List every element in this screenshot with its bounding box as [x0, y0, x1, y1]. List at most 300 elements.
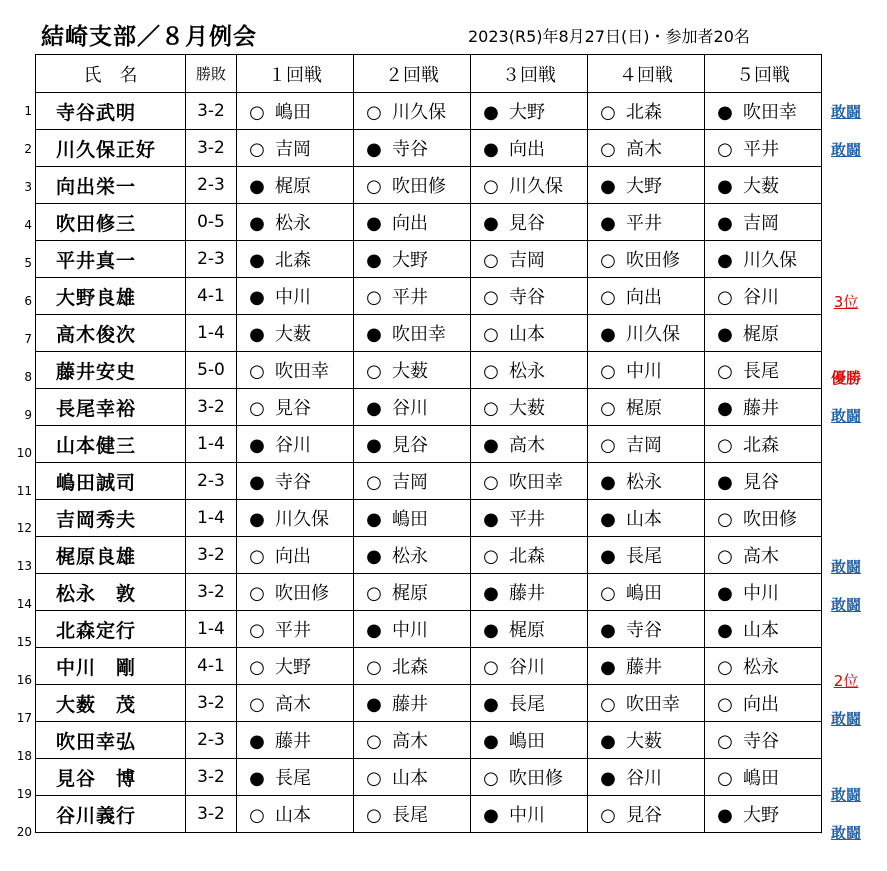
result-mark-icon: ○ [366, 657, 382, 678]
result-mark-icon: ● [600, 546, 616, 567]
opponent-name: 吹田幸 [509, 472, 563, 493]
opponent-name: 平井 [392, 287, 428, 308]
opponent-name: 松永 [626, 472, 662, 493]
round-result-1 [237, 426, 354, 463]
win-loss: 2-3 [186, 722, 237, 759]
result-mark-icon: ● [249, 509, 265, 530]
player-name: 谷川義行 [36, 796, 186, 833]
player-name: 梶原良雄 [36, 537, 186, 574]
opponent-name: 中川 [743, 583, 779, 604]
opponent-name: 梶原 [743, 324, 779, 345]
row-number: 1 [24, 104, 32, 118]
table-row [36, 796, 822, 833]
opponent-name: 長尾 [509, 694, 545, 715]
result-mark-icon: ● [366, 324, 382, 345]
opponent-name: 寺谷 [392, 139, 428, 160]
result-mark-icon: ● [483, 435, 499, 456]
row-number: 17 [16, 711, 32, 726]
result-mark-icon: ● [600, 620, 616, 641]
opponent-name: 長尾 [743, 361, 779, 382]
row-number: 12 [16, 521, 32, 536]
result-mark-icon: ○ [600, 805, 616, 826]
player-name: 吹田幸弘 [36, 722, 186, 759]
player-name: 大薮 茂 [36, 685, 186, 722]
opponent-name: 平井 [275, 620, 311, 641]
win-loss: 3-2 [186, 574, 237, 611]
opponent-name: 吉岡 [392, 472, 428, 493]
result-mark-icon: ○ [717, 139, 733, 160]
result-mark-icon: ● [483, 139, 499, 160]
opponent-name: 山本 [275, 805, 311, 826]
result-mark-icon: ● [600, 472, 616, 493]
result-mark-icon: ○ [717, 657, 733, 678]
result-mark-icon: ○ [483, 361, 499, 382]
result-mark-icon: ○ [366, 768, 382, 789]
round-result-1 [237, 352, 354, 389]
result-mark-icon: ● [249, 287, 265, 308]
table-row [36, 130, 822, 167]
round-result-4 [588, 426, 705, 463]
opponent-name: 吉岡 [626, 435, 662, 456]
win-loss: 3-2 [186, 130, 237, 167]
table-row [36, 574, 822, 611]
round-result-5 [705, 648, 822, 685]
row-number: 3 [24, 179, 32, 194]
row-number: 4 [24, 217, 32, 232]
win-loss: 3-2 [186, 537, 237, 574]
round-result-5 [705, 796, 822, 833]
opponent-name: 見谷 [743, 472, 779, 493]
result-mark-icon: ○ [249, 657, 265, 678]
row-number: 13 [16, 559, 32, 574]
opponent-name: 長尾 [275, 768, 311, 789]
opponent-name: 嶋田 [626, 583, 662, 604]
round-result-3 [471, 315, 588, 352]
result-mark-icon: ○ [249, 620, 265, 641]
round-result-5 [705, 426, 822, 463]
row-number: 2 [24, 141, 32, 156]
opponent-name: 長尾 [626, 546, 662, 567]
result-mark-icon: ○ [366, 731, 382, 752]
result-mark-icon: ● [366, 435, 382, 456]
award-note: 3位 [833, 292, 859, 311]
result-mark-icon: ○ [249, 805, 265, 826]
round-result-2 [354, 130, 471, 167]
round-result-1 [237, 130, 354, 167]
round-result-3 [471, 278, 588, 315]
round-result-2 [354, 722, 471, 759]
round-result-2 [354, 426, 471, 463]
round-result-1 [237, 537, 354, 574]
opponent-name: 向出 [509, 139, 545, 160]
opponent-name: 梶原 [275, 176, 311, 197]
round-result-1 [237, 204, 354, 241]
round-result-4 [588, 167, 705, 204]
opponent-name: 川久保 [626, 324, 680, 345]
round-result-4 [588, 389, 705, 426]
award-note: 優勝 [830, 368, 861, 387]
player-name: 平井真一 [36, 241, 186, 278]
round-result-1 [237, 722, 354, 759]
row-number: 7 [24, 331, 32, 346]
result-mark-icon: ● [483, 620, 499, 641]
opponent-name: 藤井 [743, 398, 779, 419]
result-mark-icon: ● [600, 324, 616, 345]
row-number: 19 [16, 787, 32, 802]
win-loss: 4-1 [186, 278, 237, 315]
round-result-3 [471, 796, 588, 833]
result-mark-icon: ○ [366, 287, 382, 308]
opponent-name: 向出 [392, 213, 428, 234]
result-mark-icon: ○ [600, 102, 616, 123]
round-result-2 [354, 278, 471, 315]
round-result-2 [354, 537, 471, 574]
win-loss: 1-4 [186, 500, 237, 537]
opponent-name: 藤井 [392, 694, 428, 715]
opponent-name: 松永 [275, 213, 311, 234]
row-number: 11 [16, 483, 32, 498]
opponent-name: 大野 [743, 805, 779, 826]
win-loss: 3-2 [186, 796, 237, 833]
opponent-name: 山本 [743, 620, 779, 641]
opponent-name: 寺谷 [743, 731, 779, 752]
opponent-name: 藤井 [275, 731, 311, 752]
table-row [36, 759, 822, 796]
opponent-name: 吉岡 [509, 250, 545, 271]
result-mark-icon: ○ [600, 583, 616, 604]
result-mark-icon: ● [249, 435, 265, 456]
result-mark-icon: ○ [366, 583, 382, 604]
result-mark-icon: ● [483, 213, 499, 234]
player-name: 寺谷武明 [36, 93, 186, 130]
opponent-name: 高木 [743, 546, 779, 567]
round-result-3 [471, 685, 588, 722]
result-mark-icon: ○ [366, 361, 382, 382]
result-mark-icon: ● [483, 731, 499, 752]
round-result-3 [471, 463, 588, 500]
round-result-4 [588, 500, 705, 537]
round-result-2 [354, 611, 471, 648]
opponent-name: 藤井 [509, 583, 545, 604]
result-mark-icon: ○ [717, 509, 733, 530]
opponent-name: 北森 [392, 657, 428, 678]
result-mark-icon: ○ [600, 398, 616, 419]
result-mark-icon: ○ [483, 546, 499, 567]
result-mark-icon: ○ [717, 546, 733, 567]
round-result-5 [705, 759, 822, 796]
win-loss: 2-3 [186, 167, 237, 204]
row-number: 18 [16, 749, 32, 764]
header-score: 勝敗 [186, 55, 237, 93]
opponent-name: 高木 [626, 139, 662, 160]
opponent-name: 嶋田 [743, 768, 779, 789]
player-name: 大野良雄 [36, 278, 186, 315]
opponent-name: 高木 [275, 694, 311, 715]
table-row [36, 204, 822, 241]
award-note: 敢闘 [830, 103, 861, 121]
opponent-name: 梶原 [626, 398, 662, 419]
result-mark-icon: ● [717, 213, 733, 234]
opponent-name: 吹田幸 [743, 102, 797, 123]
result-mark-icon: ○ [249, 361, 265, 382]
award-note: 敢闘 [830, 558, 861, 577]
opponent-name: 平井 [743, 139, 779, 160]
round-result-5 [705, 204, 822, 241]
opponent-name: 大野 [275, 657, 311, 678]
round-result-1 [237, 278, 354, 315]
round-result-1 [237, 796, 354, 833]
round-result-4 [588, 648, 705, 685]
table-row [36, 389, 822, 426]
result-mark-icon: ○ [249, 398, 265, 419]
round-result-5 [705, 685, 822, 722]
result-mark-icon: ● [600, 657, 616, 678]
opponent-name: 谷川 [392, 398, 428, 419]
table-row [36, 241, 822, 278]
round-result-3 [471, 500, 588, 537]
table-row [36, 426, 822, 463]
round-result-5 [705, 167, 822, 204]
win-loss: 2-3 [186, 463, 237, 500]
header-round-1: １回戦 [237, 55, 354, 93]
opponent-name: 梶原 [509, 620, 545, 641]
opponent-name: 吹田修 [275, 583, 329, 604]
row-number: 14 [16, 597, 32, 612]
round-result-1 [237, 93, 354, 130]
round-result-2 [354, 93, 471, 130]
round-result-3 [471, 426, 588, 463]
result-mark-icon: ● [366, 694, 382, 715]
opponent-name: 高木 [392, 731, 428, 752]
player-name: 川久保正好 [36, 130, 186, 167]
opponent-name: 川久保 [743, 250, 797, 271]
player-name: 山本健三 [36, 426, 186, 463]
award-note: 敢闘 [830, 786, 861, 805]
round-result-2 [354, 315, 471, 352]
win-loss: 3-2 [186, 759, 237, 796]
result-mark-icon: ● [366, 398, 382, 419]
round-result-3 [471, 389, 588, 426]
result-mark-icon: ○ [600, 361, 616, 382]
result-mark-icon: ● [717, 250, 733, 271]
round-result-3 [471, 759, 588, 796]
round-result-4 [588, 130, 705, 167]
table-row [36, 278, 822, 315]
round-result-2 [354, 167, 471, 204]
round-result-5 [705, 389, 822, 426]
player-name: 向出栄一 [36, 167, 186, 204]
round-result-4 [588, 204, 705, 241]
opponent-name: 寺谷 [275, 472, 311, 493]
opponent-name: 中川 [626, 361, 662, 382]
result-mark-icon: ○ [483, 768, 499, 789]
opponent-name: 中川 [509, 805, 545, 826]
opponent-name: 川久保 [275, 509, 329, 530]
opponent-name: 見谷 [509, 213, 545, 234]
opponent-name: 嶋田 [275, 102, 311, 123]
round-result-2 [354, 389, 471, 426]
opponent-name: 川久保 [509, 176, 563, 197]
round-result-5 [705, 93, 822, 130]
opponent-name: 吹田幸 [392, 324, 446, 345]
round-result-2 [354, 352, 471, 389]
win-loss: 0-5 [186, 204, 237, 241]
result-mark-icon: ● [600, 768, 616, 789]
round-result-4 [588, 537, 705, 574]
round-result-1 [237, 463, 354, 500]
result-mark-icon: ○ [717, 731, 733, 752]
result-mark-icon: ● [249, 176, 265, 197]
page-title: 結崎支部／８月例会 [41, 24, 257, 50]
round-result-3 [471, 93, 588, 130]
round-result-5 [705, 537, 822, 574]
opponent-name: 向出 [275, 546, 311, 567]
result-mark-icon: ● [249, 324, 265, 345]
header-round-5: ５回戦 [705, 55, 822, 93]
result-mark-icon: ● [600, 509, 616, 530]
round-result-5 [705, 315, 822, 352]
result-mark-icon: ○ [717, 694, 733, 715]
header-round-3: ３回戦 [471, 55, 588, 93]
round-result-4 [588, 685, 705, 722]
result-mark-icon: ○ [600, 139, 616, 160]
row-number: 20 [16, 825, 32, 840]
result-mark-icon: ○ [366, 472, 382, 493]
round-result-2 [354, 685, 471, 722]
player-name: 高木俊次 [36, 315, 186, 352]
result-mark-icon: ● [717, 472, 733, 493]
table-row [36, 648, 822, 685]
win-loss: 1-4 [186, 315, 237, 352]
opponent-name: 吹田修 [509, 768, 563, 789]
round-result-5 [705, 241, 822, 278]
table-header-row [36, 55, 822, 93]
result-mark-icon: ○ [483, 472, 499, 493]
result-mark-icon: ● [366, 546, 382, 567]
win-loss: 5-0 [186, 352, 237, 389]
player-name: 長尾幸裕 [36, 389, 186, 426]
opponent-name: 中川 [275, 287, 311, 308]
win-loss: 2-3 [186, 241, 237, 278]
result-mark-icon: ○ [249, 694, 265, 715]
opponent-name: 谷川 [275, 435, 311, 456]
result-mark-icon: ○ [717, 287, 733, 308]
result-mark-icon: ● [717, 583, 733, 604]
opponent-name: 向出 [626, 287, 662, 308]
round-result-3 [471, 611, 588, 648]
opponent-name: 川久保 [392, 102, 446, 123]
opponent-name: 谷川 [626, 768, 662, 789]
player-name: 吉岡秀夫 [36, 500, 186, 537]
row-number: 5 [24, 255, 32, 270]
win-loss: 1-4 [186, 611, 237, 648]
table-row [36, 685, 822, 722]
round-result-3 [471, 167, 588, 204]
result-mark-icon: ● [366, 620, 382, 641]
round-result-3 [471, 537, 588, 574]
opponent-name: 大野 [392, 250, 428, 271]
round-result-5 [705, 278, 822, 315]
player-name: 見谷 博 [36, 759, 186, 796]
result-mark-icon: ● [717, 324, 733, 345]
opponent-name: 吉岡 [743, 213, 779, 234]
opponent-name: 平井 [509, 509, 545, 530]
round-result-1 [237, 574, 354, 611]
opponent-name: 松永 [509, 361, 545, 382]
round-result-3 [471, 648, 588, 685]
opponent-name: 長尾 [392, 805, 428, 826]
result-mark-icon: ● [717, 620, 733, 641]
opponent-name: 平井 [626, 213, 662, 234]
round-result-5 [705, 463, 822, 500]
result-mark-icon: ● [249, 768, 265, 789]
round-result-1 [237, 315, 354, 352]
result-mark-icon: ● [366, 213, 382, 234]
opponent-name: 吉岡 [275, 139, 311, 160]
round-result-2 [354, 204, 471, 241]
result-mark-icon: ● [366, 509, 382, 530]
round-result-3 [471, 722, 588, 759]
result-mark-icon: ○ [483, 287, 499, 308]
opponent-name: 吹田修 [743, 509, 797, 530]
round-result-4 [588, 611, 705, 648]
result-mark-icon: ● [717, 176, 733, 197]
award-note: 敢闘 [830, 406, 861, 425]
table-row [36, 722, 822, 759]
round-result-4 [588, 93, 705, 130]
opponent-name: 吹田幸 [626, 694, 680, 715]
award-note: 2位 [833, 672, 859, 691]
round-result-3 [471, 204, 588, 241]
round-result-2 [354, 648, 471, 685]
result-mark-icon: ● [600, 213, 616, 234]
result-mark-icon: ○ [483, 657, 499, 678]
opponent-name: 大野 [626, 176, 662, 197]
round-result-5 [705, 130, 822, 167]
round-result-4 [588, 352, 705, 389]
opponent-name: 谷川 [743, 287, 779, 308]
table-row [36, 537, 822, 574]
opponent-name: 北森 [626, 102, 662, 123]
table-row [36, 167, 822, 204]
opponent-name: 梶原 [392, 583, 428, 604]
round-result-4 [588, 241, 705, 278]
round-result-2 [354, 241, 471, 278]
round-result-4 [588, 463, 705, 500]
opponent-name: 嶋田 [392, 509, 428, 530]
row-number: 6 [24, 293, 32, 308]
result-mark-icon: ● [249, 250, 265, 271]
round-result-5 [705, 500, 822, 537]
round-result-4 [588, 722, 705, 759]
table-row [36, 352, 822, 389]
result-mark-icon: ● [366, 250, 382, 271]
result-mark-icon: ○ [483, 398, 499, 419]
result-mark-icon: ● [483, 694, 499, 715]
result-mark-icon: ○ [483, 250, 499, 271]
opponent-name: 大薮 [509, 398, 545, 419]
opponent-name: 嶋田 [509, 731, 545, 752]
round-result-1 [237, 648, 354, 685]
table-row [36, 463, 822, 500]
round-result-1 [237, 500, 354, 537]
opponent-name: 松永 [392, 546, 428, 567]
result-mark-icon: ○ [600, 250, 616, 271]
table-row [36, 93, 822, 130]
round-result-1 [237, 389, 354, 426]
opponent-name: 大薮 [392, 361, 428, 382]
result-mark-icon: ○ [717, 361, 733, 382]
